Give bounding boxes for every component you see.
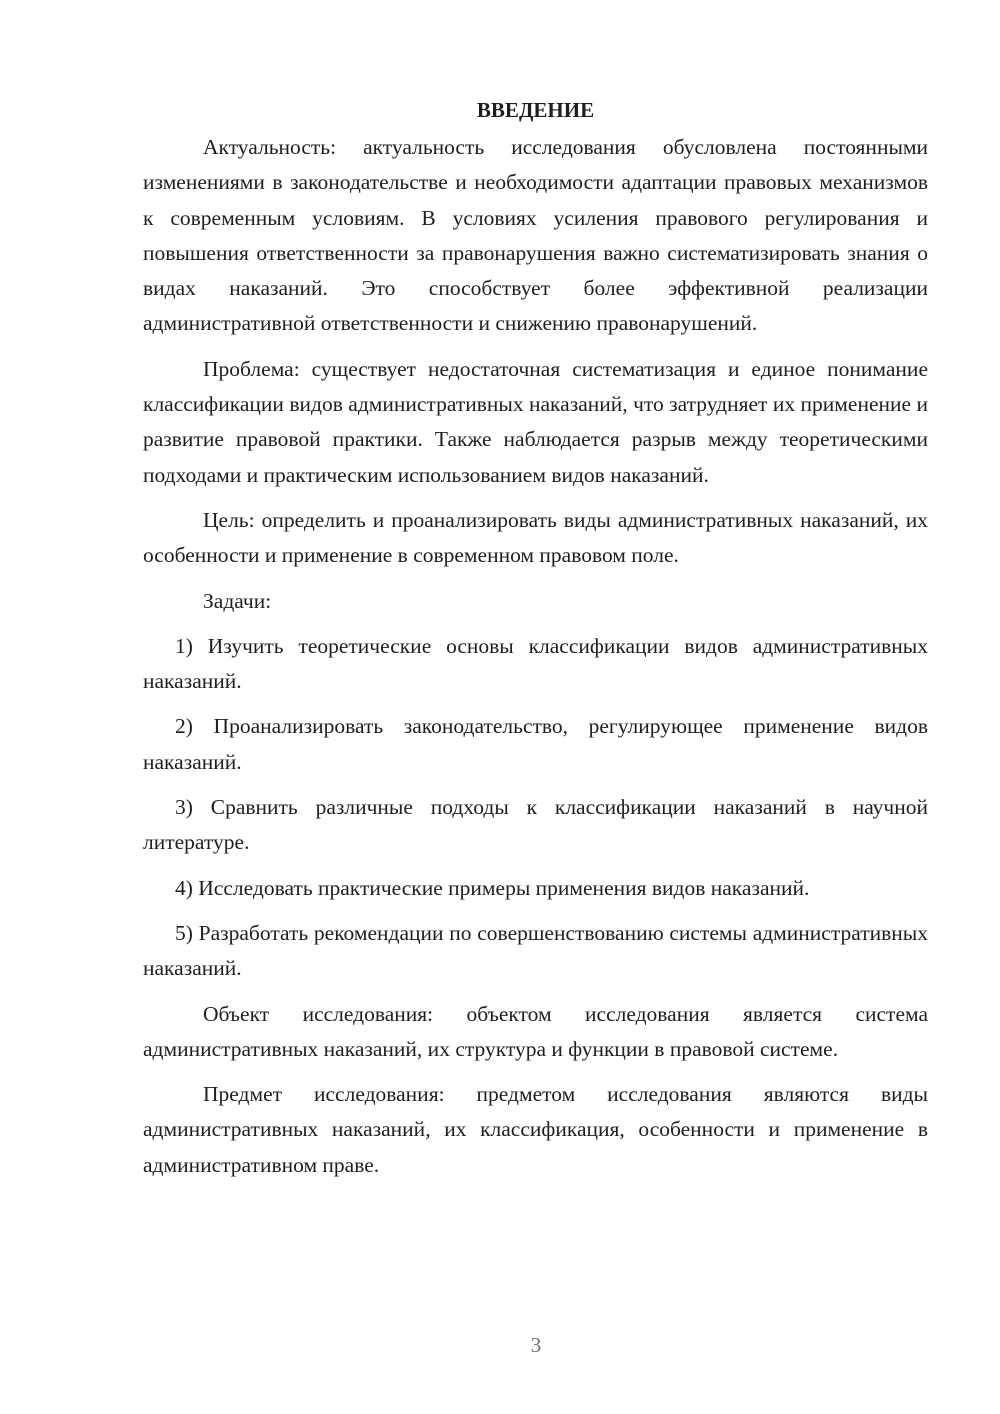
task-item: 1) Изучить теоретические основы классификации видов административных наказаний.	[143, 633, 928, 694]
task-item: 2) Проанализировать законодательство, регулирующее применение видов наказаний.	[143, 714, 928, 774]
page-content	[143, 93, 928, 1193]
section-title: ВВЕДЕНИЕ	[476, 98, 595, 122]
task-item: 3) Сравнить различные подходы к классификации наказаний в научной литературе.	[143, 795, 928, 855]
paragraph-goal: Цель: определить и проанализировать виды административных наказаний, их особенности и применение в современном правовом поле.	[143, 507, 928, 568]
task-item: 5) Разработать рекомендации по совершенствованию системы административных наказаний.	[143, 920, 928, 981]
paragraph-relevance: Актуальность: актуальность исследования обусловлена постоянными изменениями в законодательстве и необходимости адаптации правовых механизмов к современным условиям. В условиях усиления правового регулирования и повышения ответственности за правонарушения важно систематизировать знания о видах наказаний. Это способствует более эффективной реализации административной ответственности и снижению правонарушений.	[143, 135, 928, 336]
page-number: 3	[530, 1333, 542, 1357]
paragraph-object: Объект исследования: объектом исследования является система административных наказаний, их структура и функции в правовой системе.	[143, 1001, 928, 1061]
paragraph-problem: Проблема: существует недостаточная систематизация и единое понимание классификации видов административных наказаний, что затрудняет их применение и развитие правовой практики. Также наблюдается разрыв между теоретическими подходами и практическим использованием видов наказаний.	[143, 356, 928, 487]
paragraph-subject: Предмет исследования: предметом исследования являются виды административных наказаний, их классификация, особенности и применение в административном праве.	[143, 1082, 928, 1177]
tasks-heading: Задачи:	[203, 588, 272, 613]
task-item: 4) Исследовать практические примеры применения видов наказаний.	[175, 875, 810, 900]
